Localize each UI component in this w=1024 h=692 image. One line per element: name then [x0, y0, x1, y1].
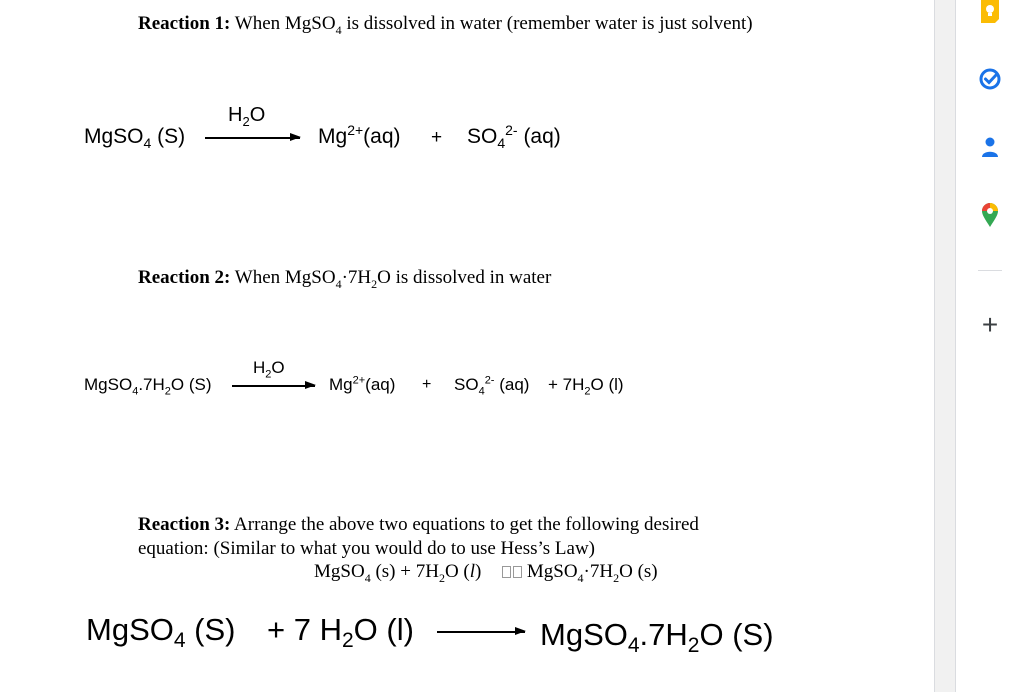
reaction1-plus: + — [431, 127, 443, 148]
reaction3-heading: Reaction 3: Arrange the above two equations to get the following desired equation: (Similar to what you would do to use Hess’s Law) — [138, 514, 699, 559]
reaction3-arrow — [437, 631, 525, 633]
reaction2-arrow — [232, 385, 315, 387]
reaction1-arrow — [205, 137, 300, 139]
side-panel-divider — [978, 270, 1002, 271]
reaction2-product-so4: $SO_4^{2-}$ (aq) — [454, 374, 530, 398]
reaction3-water: + 7 $H_2O$ (l) — [267, 612, 414, 653]
reaction2-label: Reaction 2: — [138, 267, 231, 288]
maps-icon[interactable] — [975, 200, 1005, 230]
reaction2-arrow-label: $H_2O$ — [253, 358, 285, 381]
reaction2-plus: + — [422, 376, 432, 393]
contacts-icon[interactable] — [975, 132, 1005, 162]
reaction1-reactant: MgSO$_4$ (S) — [84, 125, 186, 152]
reaction3-product: $MgSO_4.7H_2O$ (S) — [540, 617, 774, 658]
reaction1-arrow-label: $H_2O$ — [228, 104, 266, 129]
reaction1-heading: Reaction 1: When MgSO$_4$ is dissolved in water (remember water is just solvent) — [138, 13, 753, 37]
reaction1-label: Reaction 1: — [138, 13, 231, 34]
reaction3-desired-equation: MgSO$_4$ $(s) + 7H_2O$ (l) $MgSO_4\cdot 7H_2O$ (s) — [314, 561, 658, 585]
reaction1-product-so4: $SO_4^{2-}$ (aq) — [467, 122, 561, 152]
reaction2-product-water: + $7H_2O$ (l) — [548, 375, 624, 398]
reaction2-product-mg: $Mg^{2+}(aq)$ — [329, 374, 396, 394]
tasks-icon[interactable] — [975, 64, 1005, 94]
reaction2-reactant: $MgSO_4.7H_2O$ (S) — [84, 375, 212, 398]
reaction1-product-mg: $Mg^{2+}(aq)$ — [318, 122, 401, 148]
reaction3-label: Reaction 3: — [138, 514, 231, 535]
reaction2-heading: Reaction 2: When $MgSO_4\cdot 7H_2O$ is dissolved in water — [138, 267, 552, 291]
missing-glyph-box — [513, 566, 522, 578]
reaction3-reactant: MgSO$_4$ (S) — [86, 612, 236, 653]
keep-icon[interactable] — [975, 0, 1005, 26]
side-panel — [956, 0, 1024, 692]
add-icon[interactable]: + — [981, 309, 999, 340]
missing-glyph-box — [502, 566, 511, 578]
vertical-scrollbar[interactable] — [934, 0, 956, 692]
